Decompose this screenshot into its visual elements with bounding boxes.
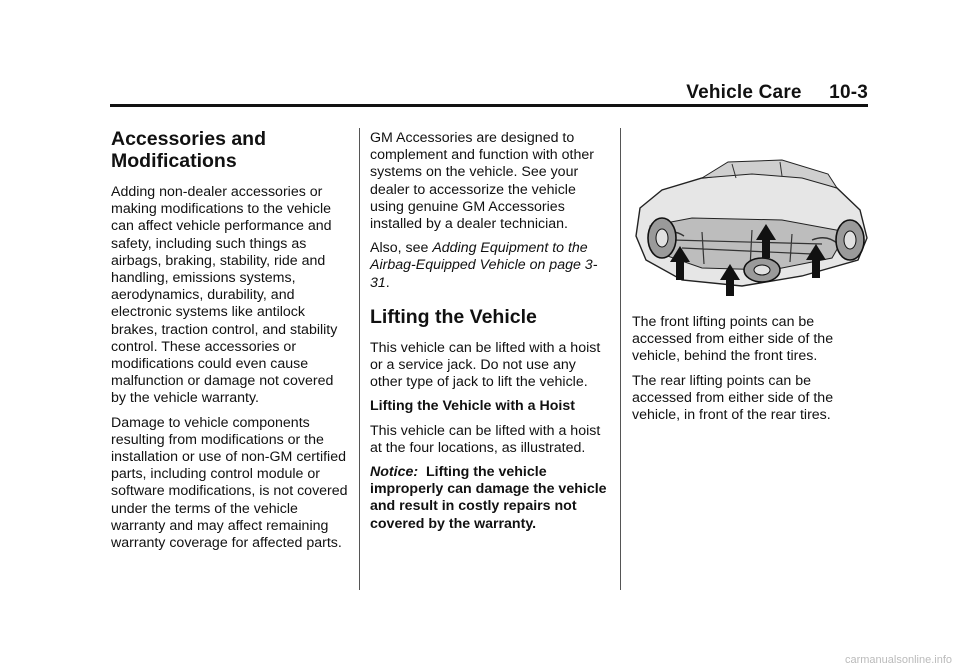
section-title: Vehicle Care xyxy=(686,82,802,103)
column-3 xyxy=(632,128,872,431)
paragraph: This vehicle can be lifted with a hoist at the four locations, as illustrated. xyxy=(370,422,601,456)
column-divider xyxy=(359,128,360,590)
column-2 xyxy=(370,130,610,540)
header-rule xyxy=(110,104,868,107)
paragraph: The front lifting points can be accessed from either side of the vehicle, behind the front tires. xyxy=(632,314,834,365)
page-header xyxy=(686,82,868,104)
cross-reference-link[interactable]: Adding Equipment to the Airbag-Equipped Vehicle on page 3-31 xyxy=(370,240,598,291)
vehicle-lift-points-illustration xyxy=(632,148,872,296)
notice-text: Lifting the vehicle improperly can damage the vehicle and result in costly repairs not covered by the warranty. xyxy=(370,464,607,532)
column-1 xyxy=(111,128,351,559)
see-also-suffix: . xyxy=(385,274,390,291)
notice-paragraph xyxy=(370,464,610,533)
paragraph: GM Accessories are designed to complement and function with other systems on the vehicle. See your dealer to accessorize the vehicle using genuine GM Accessories installed by a dealer technician. xyxy=(370,130,594,233)
paragraph: Damage to vehicle components resulting from modifications or the installation or use of non-GM certified parts, including control module or software modifications, is not covered under the terms of the vehicle warranty and may affect remaining warranty coverage for affected parts. xyxy=(111,414,348,552)
vehicle-underside-drawing xyxy=(632,148,872,296)
hoist-subheading: Lifting the Vehicle with a Hoist xyxy=(370,398,575,415)
page-number: 10-3 xyxy=(829,82,868,103)
see-also-paragraph xyxy=(370,240,610,292)
paragraph: Adding non-dealer accessories or making modifications to the vehicle can affect vehicle performance and safety, including such things as airbags, braking, stability, ride and handling, emissions systems, aerodynamics, durability, and electronic systems like antilock brakes, traction control, and stability control. These accessories or modifications could even cause malfunction or damage not covered by the vehicle warranty. xyxy=(111,184,338,407)
lifting-heading: Lifting the Vehicle xyxy=(370,305,537,328)
accessories-heading: Accessories and Modifications xyxy=(111,128,267,172)
notice-label: Notice: xyxy=(370,464,419,481)
paragraph: The rear lifting points can be accessed from either side of the vehicle, in front of the rear tires. xyxy=(632,372,834,424)
paragraph: This vehicle can be lifted with a hoist or a service jack. Do not use any other type of jack to lift the vehicle. xyxy=(370,339,601,391)
column-divider xyxy=(620,128,621,590)
see-also-prefix: Also, see xyxy=(370,240,433,257)
watermark: carmanualsonline.info xyxy=(844,654,952,666)
